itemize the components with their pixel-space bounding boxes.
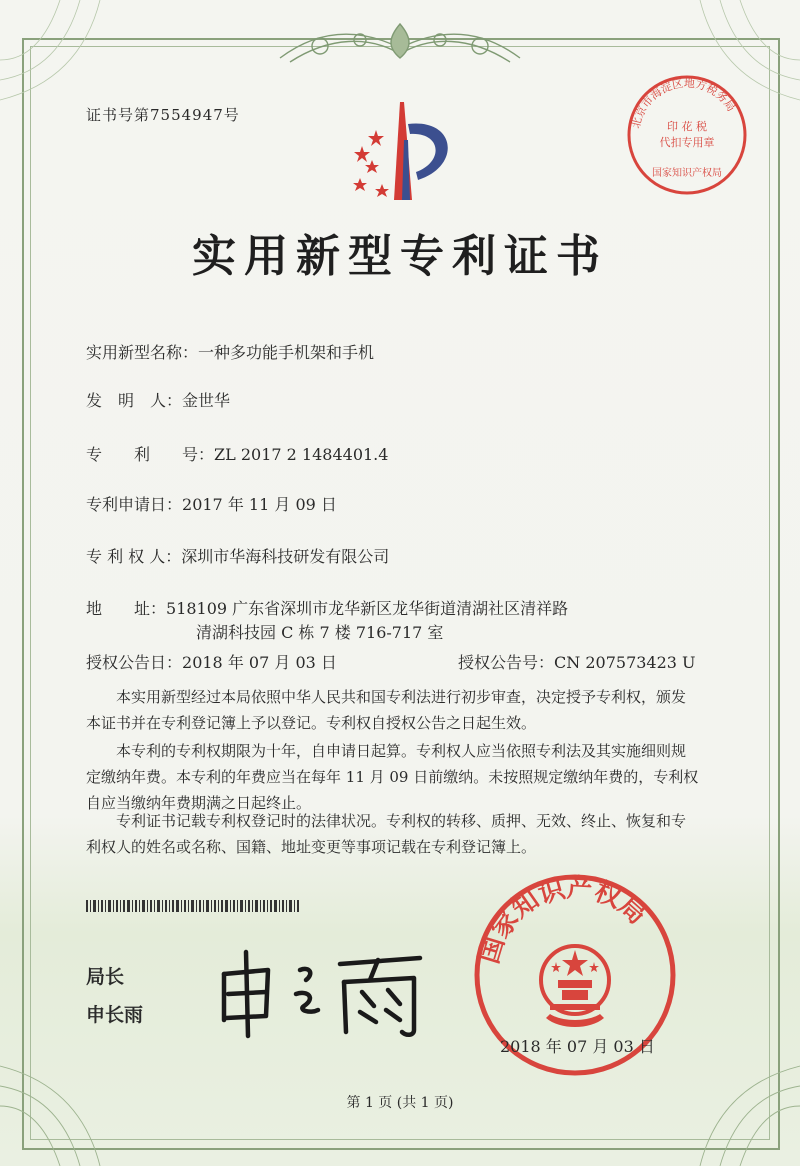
field-filing-date (86, 492, 337, 515)
field-value: 2017 年 11 月 09 日 (182, 495, 337, 514)
page-title: 实用新型专利证书 (192, 231, 608, 282)
field-address-line-2 (196, 620, 443, 643)
svg-text:代扣专用章: 代扣专用章 (659, 136, 715, 149)
svg-text:印 花 税: 印 花 税 (667, 120, 707, 133)
field-label: 专 利 权 人： (86, 547, 182, 566)
svg-text:国家知识产权局: 国家知识产权局 (652, 168, 722, 179)
paragraph-line: 专利证书记载专利权登记时的法律状况。专利权的转移、质押、无效、终止、恢复和专 (86, 812, 687, 830)
field-utility-model-name (86, 340, 374, 363)
field-value: CN 207573423 U (554, 653, 696, 672)
paragraph-line: 定缴纳年费。本专利的年费应当在每年 11 月 09 日前缴纳。未按照规定缴纳年费的，专利权 (86, 768, 699, 786)
certificate-number: 证书号第7554947号 (86, 106, 240, 124)
patent-office-emblem (338, 96, 468, 206)
svg-text:国家知识产权局: 国家知识产权局 (474, 873, 652, 968)
top-ornament (260, 18, 540, 70)
field-label: 实用新型名称： (86, 343, 199, 362)
director-signature (210, 940, 440, 1040)
field-address (86, 596, 568, 619)
paragraph-examination (86, 684, 726, 736)
paragraph-line: 本专利的专利权期限为十年，自申请日起算。专利权人应当依照专利法及其实施细则规 (86, 742, 687, 760)
field-label: 授权公告日： (86, 653, 183, 672)
paragraph-line: 本证书并在专利登记簿上予以登记。专利权自授权公告之日起生效。 (86, 714, 537, 732)
paragraph-line: 自应当缴纳年费期满之日起终止。 (86, 794, 312, 812)
corner-ornament-top-left (0, 0, 120, 120)
field-patentee (86, 544, 389, 567)
field-value: 清湖科技园 C 栋 7 楼 716-717 室 (196, 623, 444, 642)
field-grant-number (458, 650, 696, 673)
svg-text:北京市海淀区地方税务局: 北京市海淀区地方税务局 (629, 76, 738, 130)
field-value: ZL 2017 2 1484401.4 (214, 445, 389, 464)
paragraph-term (86, 738, 726, 816)
field-value: 一种多功能手机架和手机 (198, 343, 375, 362)
field-label: 授权公告号： (458, 653, 555, 672)
field-value: 518109 广东省深圳市龙华新区龙华街道清湖社区清祥路 (166, 599, 569, 618)
barcode (86, 900, 300, 912)
field-label: 专利申请日： (86, 495, 183, 514)
tax-stamp-seal (624, 72, 750, 198)
field-patent-number (86, 442, 388, 465)
seal-date: 2018 年 07 月 03 日 (500, 1037, 655, 1056)
field-label: 发 明 人： (86, 391, 183, 410)
director-title: 局长 (86, 966, 125, 988)
field-grant-date (86, 650, 337, 673)
field-value: 金世华 (182, 391, 231, 410)
field-value: 深圳市华海科技研发有限公司 (181, 547, 390, 566)
paragraph-line: 利权人的姓名或名称、国籍、地址变更等事项记载在专利登记簿上。 (86, 838, 537, 856)
field-value: 2018 年 07 月 03 日 (182, 653, 337, 672)
paragraph-line: 本实用新型经过本局依照中华人民共和国专利法进行初步审查，决定授予专利权，颁发 (86, 688, 687, 706)
director-name: 申长雨 (86, 1004, 144, 1026)
field-label: 专 利 号： (86, 445, 215, 464)
field-label: 地 址： (86, 599, 167, 618)
paragraph-legal-status (86, 808, 726, 860)
field-inventor (86, 388, 230, 411)
page-number: 第 1 页 (共 1 页) (346, 1095, 454, 1111)
